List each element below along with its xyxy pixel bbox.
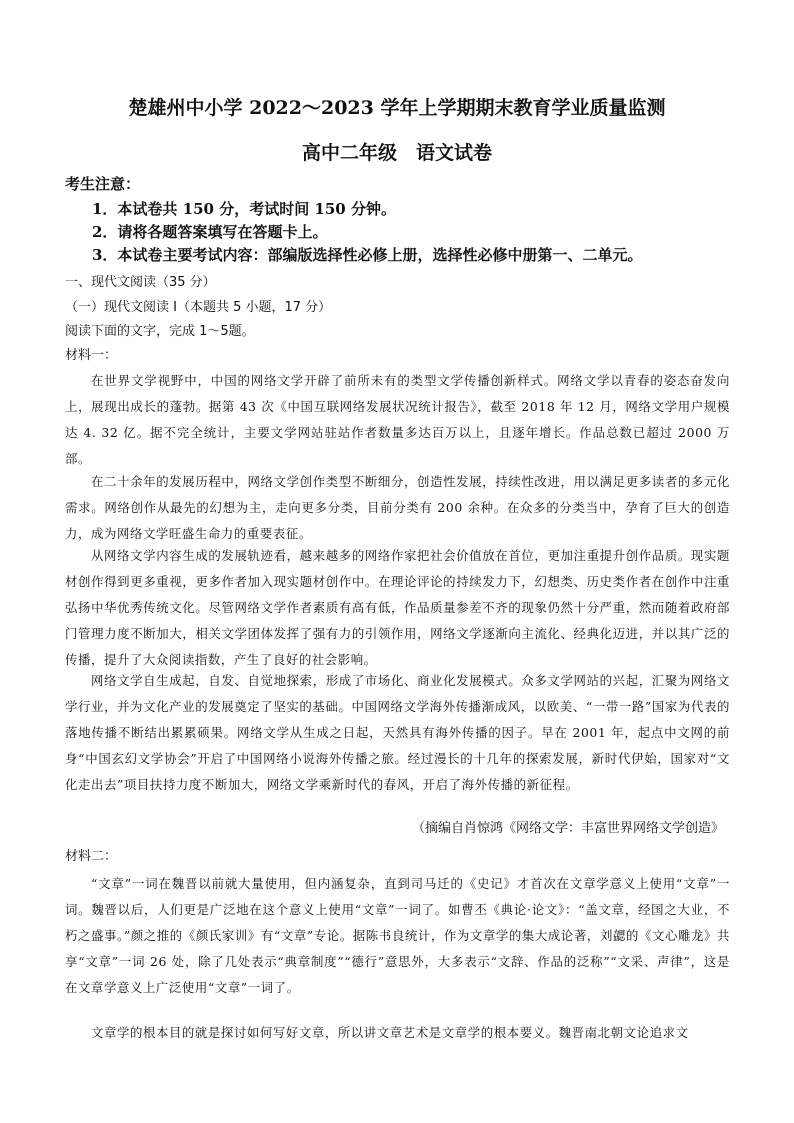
- exam-title: 楚雄州中小学 2022～2023 学年上学期期末教育学业质量监测: [128, 97, 666, 119]
- reading-instruction: 阅读下面的文字，完成 1～5题。: [65, 324, 255, 339]
- notice-item: 3．本试卷主要考试内容：部编版选择性必修上册，选择性必修中册第一、二单元。: [92, 246, 643, 264]
- material2-label: 材料二：: [65, 849, 118, 864]
- notice-item: 1．本试卷共 150 分，考试时间 150 分钟。: [92, 200, 396, 218]
- exam-subtitle: 高中二年级 语文试卷: [301, 142, 492, 164]
- material1-paragraph: 在世界文学视野中，中国的网络文学开辟了前所未有的类型文学传播创新样式。网络文学以青春的姿态奋发向上，展现出成长的蓬勃。据第 43 次《中国互联网络发展状况统计报告》，截至 2018 年 12 月，网络文学用户规模达 4. 32 亿。据不完全统计，主要文学网站驻站作者数量多达百万以上，且逐年增长。作品总数已超过 2000 万部。: [65, 373, 730, 466]
- material1-paragraph: 在二十余年的发展历程中，网络文学创作类型不断细分，创造性发展，持续性改进，用以满足更多读者的多元化需求。网络创作从最先的幻想为主，走向更多分类，目前分类有 200 余种。在众多的分类当中，孕育了巨大的创造力，成为网络文学旺盛生命力的重要表征。: [65, 474, 730, 541]
- material2-paragraph: 文章学的根本目的就是探讨如何写好文章，所以讲文章艺术是文章学的根本要义。魏晋南北朝文论追求文: [91, 1025, 689, 1040]
- material2-paragraph: “文章”一词在魏晋以前就大量使用，但内涵复杂，直到司马迁的《史记》才首次在文章学意义上使用“文章”一词。魏晋以后，人们更是广泛地在这个意义上使用“文章”一词了。如曹丕《典论·论文》：“盖文章，经国之大业，不朽之盛事。”颜之推的《颜氏家训》有“文章”专论。据陈书良统计，作为文章学的集大成论著，刘勰的《文心雕龙》共享“文章”一词 26 处，除了几处表示“典章制度”“德行”意思外，大多表示“文辞、作品的泛称”“文采、声律”，这是在文章学意义上广泛使用“文章”一词了。: [65, 876, 730, 995]
- material1-source: （摘编自肖惊鸿《网络文学：丰富世界网络文学创造》: [411, 821, 724, 836]
- material1-paragraph: 从网络文学内容生成的发展轨迹看，越来越多的网络作家把社会价值放在首位，更加注重提升创作品质。现实题材创作得到更多重视，更多作者加入现实题材创作中。在理论评论的持续发力下，幻想类、历史类作者在创作中注重弘扬中华优秀传统文化。尽管网络文学作者素质有高有低，作品质量参差不齐的现象仍然十分严重，然而随着政府部门管理力度不断加大，相关文学团体发挥了强有力的引领作用，网络文学逐渐向主流化、经典化迈进，并以其广泛的传播，提升了大众阅读指数，产生了良好的社会影响。: [65, 548, 730, 667]
- notice-heading: 考生注意：: [65, 175, 141, 193]
- section-subheading: （一）现代文阅读 I（本题共 5 小题，17 分）: [65, 300, 332, 315]
- material1-paragraph: 网络文学自生成起，自发、自觉地探索，形成了市场化、商业化发展模式。众多文学网站的兴起，汇聚为网络文学行业，并为文化产业的发展奠定了坚实的基础。中国网络文学海外传播渐成风，以欧美、“一带一路”国家为代表的落地传播不断结出累累硕果。网络文学从生成之日起，天然具有海外传播的因子。早在 2001 年，起点中文网的前身“中国玄幻文学协会”开启了中国网络小说海外传播之旅。经过漫长的十几年的探索发展，新时代伊始，国家对“文化走出去”项目扶持力度不断加大，网络文学乘新时代的春风，开启了海外传播的新征程。: [65, 673, 730, 792]
- notice-list: [92, 199, 642, 268]
- section-heading: 一、现代文阅读（35 分）: [65, 275, 216, 290]
- material1-label: 材料一：: [65, 348, 118, 363]
- notice-item: 2．请将各题答案填写在答题卡上。: [92, 223, 328, 241]
